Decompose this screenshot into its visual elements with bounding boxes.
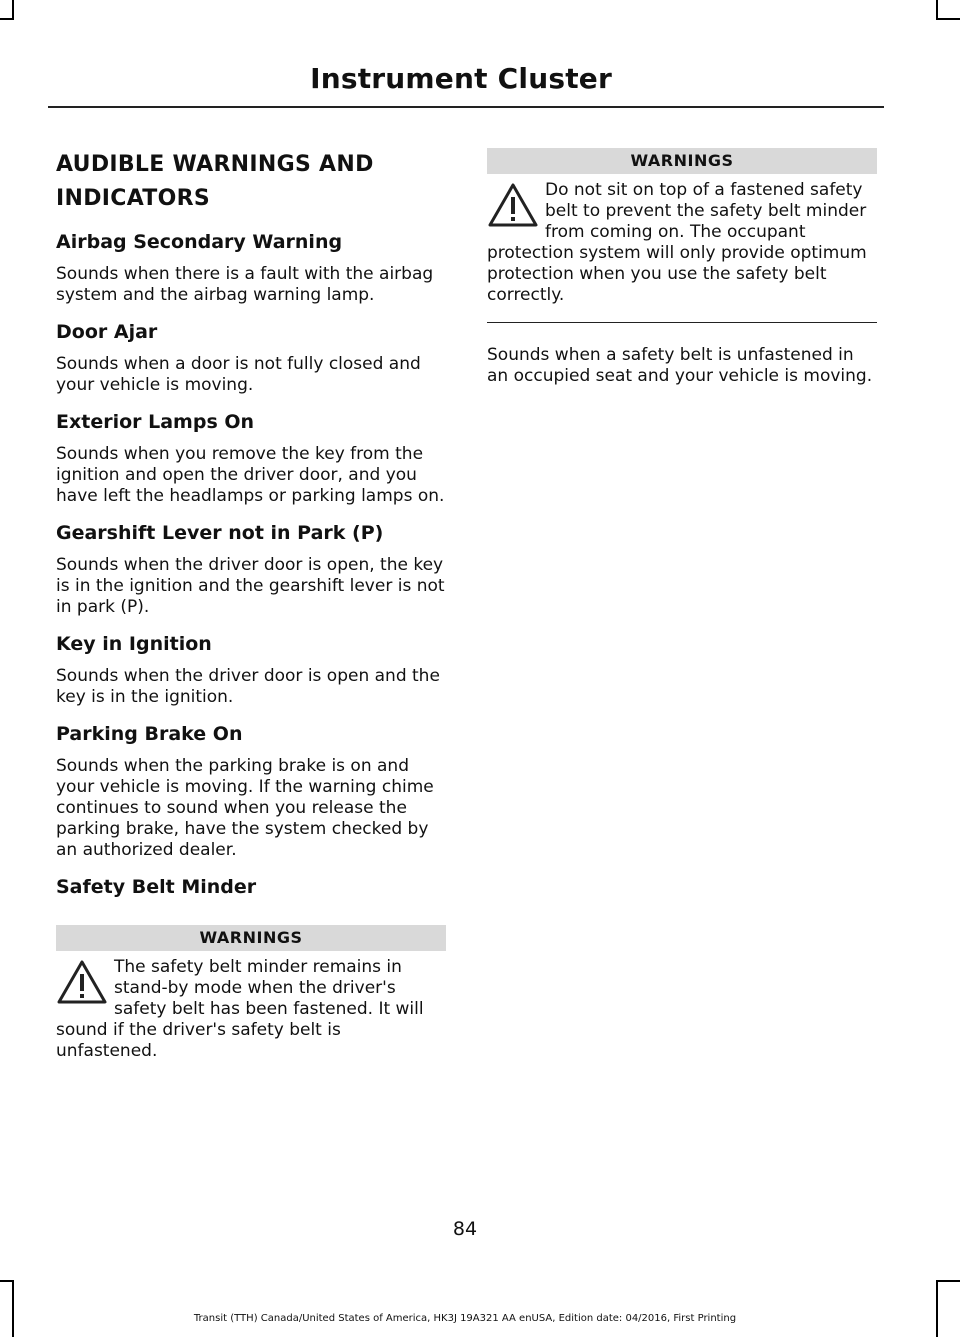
crop-mark xyxy=(936,1280,938,1337)
paragraph: Sounds when a safety belt is unfastened in an occupied seat and your vehicle is moving. xyxy=(487,345,873,386)
crop-mark xyxy=(12,0,14,20)
crop-mark xyxy=(936,1280,960,1282)
warning-text: The safety belt minder remains in stand-by mode when the driver's safety belt has been fastened. It will sound if the driver's safety belt is unfastened. xyxy=(56,957,424,1061)
footer-text: Transit (TTH) Canada/United States of America, HK3J 19A321 AA enUSA, Edition date: 04/2016, First Printing xyxy=(193,1313,737,1324)
page-number: 84 xyxy=(452,1218,478,1240)
warning-body xyxy=(487,174,877,306)
paragraph: Sounds when you remove the key from the ignition and open the driver door, and you have left the headlamps or parking lamps on. xyxy=(56,444,445,506)
page-header-title: Instrument Cluster xyxy=(310,62,612,95)
subheading-exterior-lamps-on: Exterior Lamps On xyxy=(56,411,255,433)
paragraph: Sounds when the driver door is open and the key is in the ignition. xyxy=(56,666,440,707)
warning-heading: WARNINGS xyxy=(487,148,877,174)
crop-mark xyxy=(936,18,960,20)
warning-divider xyxy=(487,322,877,323)
warning-triangle-icon xyxy=(56,959,108,1005)
warning-box xyxy=(56,925,446,1062)
paragraph: Sounds when the driver door is open, the key is in the ignition and the gearshift lever is not in park (P). xyxy=(56,555,445,617)
warning-heading: WARNINGS xyxy=(56,925,446,951)
crop-mark xyxy=(0,1280,14,1282)
header-divider xyxy=(48,106,884,108)
section-title-line: INDICATORS xyxy=(56,186,211,211)
subheading-gearshift-lever: Gearshift Lever not in Park (P) xyxy=(56,522,384,544)
crop-mark xyxy=(0,18,14,20)
paragraph: Sounds when a door is not fully closed and your vehicle is moving. xyxy=(56,354,421,395)
section-title xyxy=(56,148,446,216)
crop-mark xyxy=(936,0,938,20)
subheading-safety-belt-minder: Safety Belt Minder xyxy=(56,876,257,898)
warning-box xyxy=(487,148,877,323)
paragraph: Sounds when the parking brake is on and your vehicle is moving. If the warning chime continues to sound when you release the parking brake, have the system checked by an authorized dealer. xyxy=(56,756,434,860)
warning-text: Do not sit on top of a fastened safety belt to prevent the safety belt minder from coming on. The occupant protection system will only provide optimum protection when you use the safety belt correctly. xyxy=(487,180,867,305)
warning-triangle-icon xyxy=(487,182,539,228)
subheading-parking-brake-on: Parking Brake On xyxy=(56,723,243,745)
subheading-door-ajar: Door Ajar xyxy=(56,321,158,343)
crop-mark xyxy=(12,1280,14,1337)
subheading-airbag-secondary-warning: Airbag Secondary Warning xyxy=(56,231,343,253)
paragraph: Sounds when there is a fault with the airbag system and the airbag warning lamp. xyxy=(56,264,434,305)
warning-body xyxy=(56,951,446,1062)
section-title-line: AUDIBLE WARNINGS AND xyxy=(56,152,374,177)
right-column xyxy=(487,148,877,401)
subheading-key-in-ignition: Key in Ignition xyxy=(56,633,212,655)
left-column xyxy=(56,148,446,1062)
